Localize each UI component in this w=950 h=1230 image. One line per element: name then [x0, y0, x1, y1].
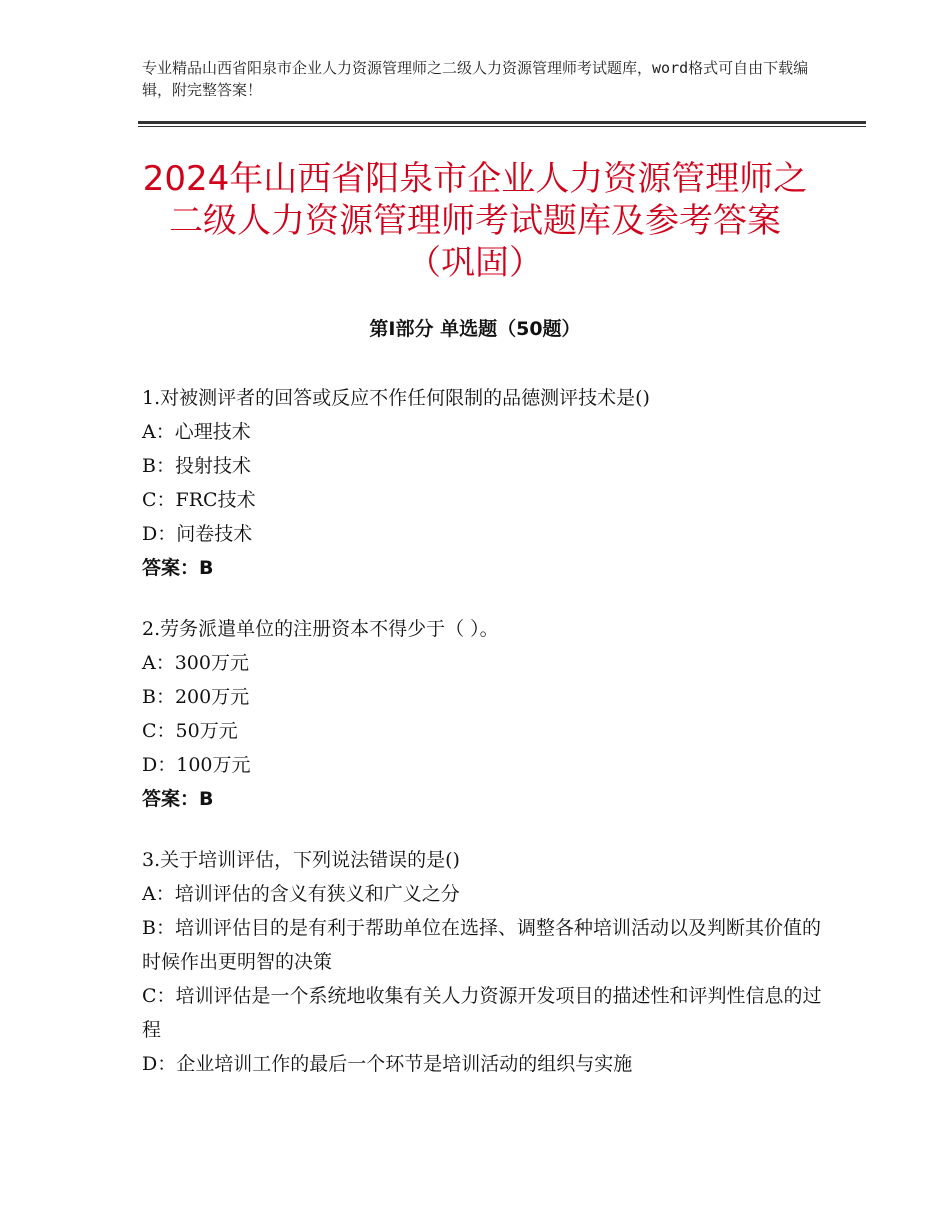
option-a: A：300万元 [142, 652, 249, 674]
option-a: A：培训评估的含义有狭义和广义之分 [142, 883, 460, 905]
answer: 答案：B [142, 788, 214, 810]
section-title: 第Ⅰ部分 单选题（50题） [369, 318, 581, 340]
question-text: 1.对被测评者的回答或反应不作任何限制的品德测评技术是() [142, 387, 650, 409]
divider-thin-line [138, 126, 866, 127]
option-b: B：投射技术 [142, 455, 251, 477]
question-text: 3.关于培训评估，下列说法错误的是() [142, 849, 460, 871]
question-text: 2.劳务派遣单位的注册资本不得少于（ ）。 [142, 618, 499, 640]
question-1 [142, 381, 822, 585]
option-b: B：200万元 [142, 686, 250, 708]
title-line-2: 二级人力资源管理师考试题库及参考答案 [169, 201, 781, 241]
option-d: D：100万元 [142, 754, 251, 776]
question-3 [142, 843, 822, 1081]
option-d: D：问卷技术 [142, 523, 253, 545]
option-b: B：培训评估目的是有利于帮助单位在选择、调整各种培训活动以及判断其价值的时候作出更明智的决策 [142, 917, 821, 973]
option-d: D：企业培训工作的最后一个环节是培训活动的组织与实施 [142, 1053, 633, 1075]
document-title [100, 158, 850, 284]
header-note: 专业精品山西省阳泉市企业人力资源管理师之二级人力资源管理师考试题库，word格式可自由下载编辑，附完整答案！ [142, 59, 809, 99]
answer: 答案：B [142, 557, 214, 579]
option-c: C：FRC技术 [142, 489, 256, 511]
title-line-1: 2024年山西省阳泉市企业人力资源管理师之 [142, 159, 808, 199]
divider-thick-line [138, 121, 866, 124]
option-c: C：50万元 [142, 720, 238, 742]
option-a: A：心理技术 [142, 421, 251, 443]
question-list [142, 381, 822, 1108]
question-2 [142, 612, 822, 816]
option-c: C：培训评估是一个系统地收集有关人力资源开发项目的描述性和评判性信息的过程 [142, 985, 822, 1041]
title-line-3: （巩固） [407, 243, 543, 283]
header-divider [138, 121, 866, 127]
